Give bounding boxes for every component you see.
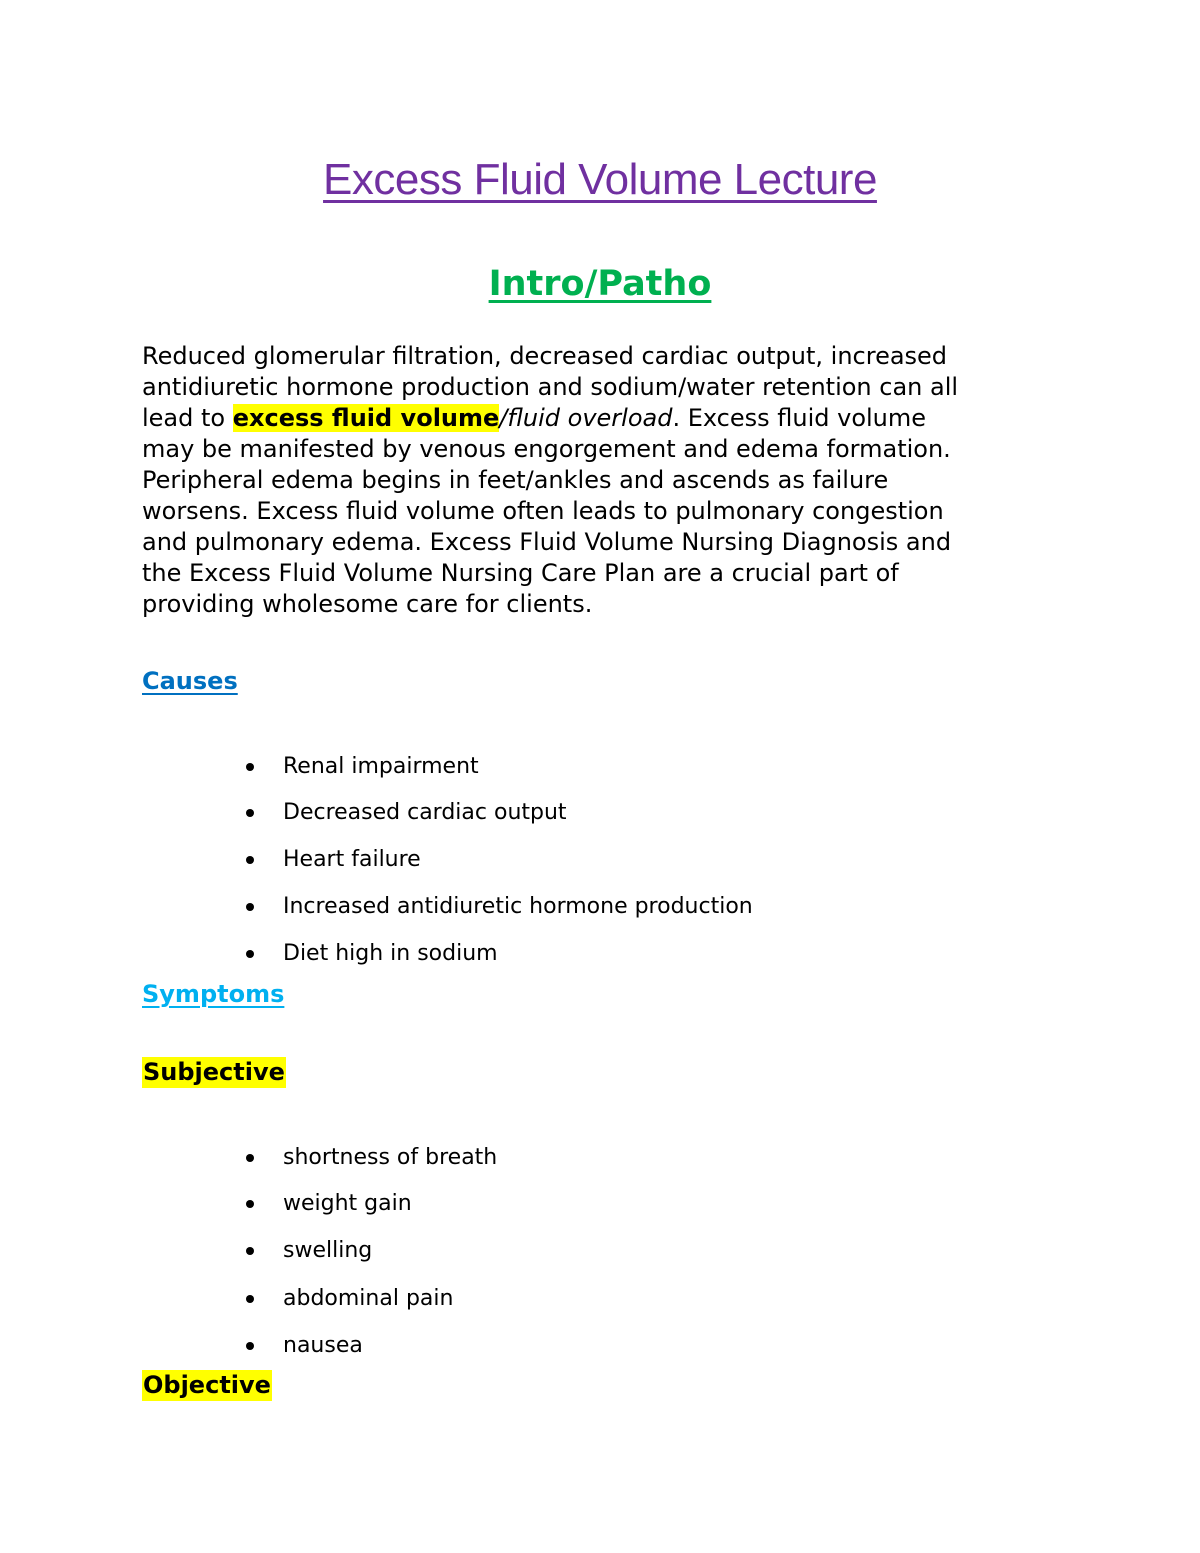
bullet-icon	[246, 1247, 254, 1255]
bullet-icon	[246, 950, 254, 958]
intro-line: worsens. Excess fluid volume often leads to pulmonary congestion	[142, 497, 944, 525]
list-item-text: Decreased cardiac output	[283, 800, 567, 825]
intro-text: . Excess fluid volume	[672, 404, 927, 432]
list-item-text: swelling	[283, 1238, 373, 1263]
list-item-text: shortness of breath	[283, 1145, 498, 1170]
section-heading-causes: Causes	[142, 667, 238, 695]
subheading-objective: Objective	[143, 1371, 271, 1399]
intro-line: the Excess Fluid Volume Nursing Care Plan are a crucial part of	[142, 559, 899, 587]
bullet-icon	[246, 1200, 254, 1208]
intro-line	[142, 403, 1072, 434]
intro-line: antidiuretic hormone production and sodium/water retention can all	[142, 373, 959, 401]
document-title: Excess Fluid Volume Lecture	[323, 155, 877, 204]
list-item-text: weight gain	[283, 1191, 412, 1216]
subheading-subjective: Subjective	[143, 1058, 285, 1086]
section-heading-symptoms: Symptoms	[142, 980, 285, 1008]
bullet-icon	[246, 1154, 254, 1162]
list-item-text: nausea	[283, 1333, 363, 1358]
intro-paragraph	[142, 341, 1072, 620]
list-item-text: abdominal pain	[283, 1286, 454, 1311]
section-heading-intro-patho: Intro/Patho	[488, 264, 712, 304]
list-item-text: Diet high in sodium	[283, 941, 498, 966]
intro-line: providing wholesome care for clients.	[142, 590, 593, 618]
intro-line: may be manifested by venous engorgement and edema formation.	[142, 435, 951, 463]
italic-term: /fluid overload	[499, 404, 673, 432]
bullet-icon	[246, 809, 254, 817]
list-item-text: Heart failure	[283, 847, 421, 872]
bullet-icon	[246, 903, 254, 911]
bullet-icon	[246, 763, 254, 771]
intro-line: and pulmonary edema. Excess Fluid Volume Nursing Diagnosis and	[142, 528, 952, 556]
list-item-text: Increased antidiuretic hormone production	[283, 894, 753, 919]
list-item-text: Renal impairment	[283, 754, 479, 779]
intro-text: lead to	[142, 404, 233, 432]
intro-line: Reduced glomerular filtration, decreased cardiac output, increased	[142, 342, 948, 370]
bullet-icon	[246, 856, 254, 864]
highlighted-term: excess fluid volume	[232, 404, 500, 432]
intro-line: Peripheral edema begins in feet/ankles and ascends as failure	[142, 466, 889, 494]
bullet-icon	[246, 1342, 254, 1350]
bullet-icon	[246, 1295, 254, 1303]
